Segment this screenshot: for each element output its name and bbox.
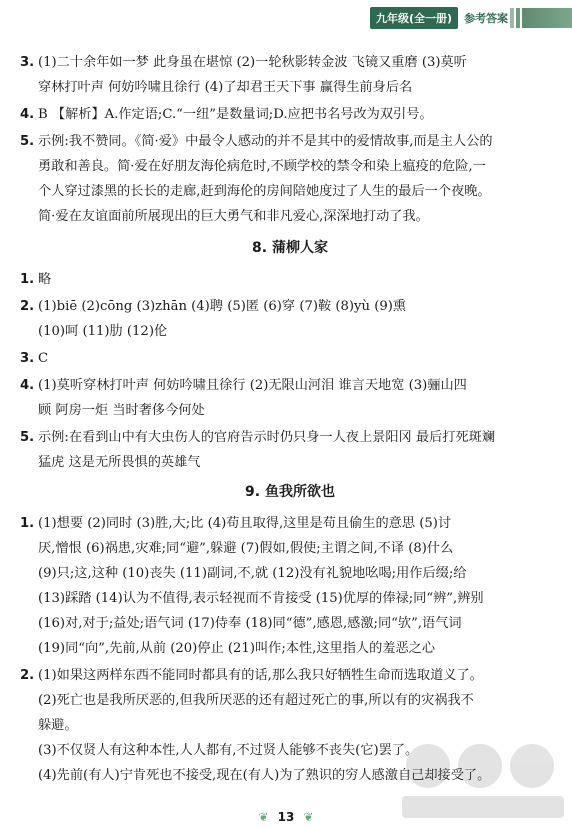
answer-line: C: [38, 351, 49, 366]
answer-number: 4.: [20, 378, 35, 393]
header-title: 参考答案: [464, 12, 509, 25]
answer-line: (4)先前(有人)宁肯死也不接受,现在(有人)为了熟识的穷人感激自己却接受了。: [38, 768, 491, 783]
s8-answer-5: [20, 425, 560, 475]
answer-line: 示例:在看到山中有大虫伤人的官府告示时仍只身一人夜上景阳冈 最后打死斑斓: [38, 430, 496, 445]
answer-line: (9)只;这,这种 (10)丧失 (11)副词,不,就 (12)没有礼貌地吆喝;用作后缀;给: [38, 566, 467, 581]
answer-line: (3)不仅贤人有这种本性,人人都有,不过贤人能够不丧失(它)罢了。: [38, 743, 419, 758]
answer-line: 猛虎 这是无所畏惧的英雄气: [38, 455, 201, 470]
answer-number: 4.: [20, 107, 35, 122]
answer-item-4: [20, 102, 560, 127]
answer-line: 略: [38, 272, 52, 287]
answer-line: (1)莫听穿林打叶声 何妨吟啸且徐行 (2)无限山河泪 谁言天地宽 (3)骊山四: [38, 378, 467, 393]
answer-line: 示例:我不赞同。《简·爱》中最令人感动的并不是其中的爱情故事,而是主人公的: [38, 134, 493, 149]
answer-number: 3.: [20, 351, 35, 366]
answer-line: (10)呵 (11)肋 (12)伦: [38, 324, 168, 339]
page-number: 13: [277, 810, 295, 824]
s8-answer-4: [20, 373, 560, 423]
answer-number: 3.: [20, 55, 35, 70]
answer-number: 2.: [20, 668, 35, 683]
s9-answer-2: [20, 663, 560, 788]
s8-answer-1: [20, 267, 560, 292]
page-header: [370, 6, 508, 30]
answer-number: 5.: [20, 134, 35, 149]
answer-line: 顾 阿房一炬 当时奢侈今何处: [38, 403, 205, 418]
answer-line: (19)同“向”,先前,从前 (20)停止 (21)叫作;本性,这里指人的羞恶之心: [38, 641, 436, 656]
s9-answer-1: [20, 511, 560, 661]
header-decor-bar: [510, 8, 572, 28]
answer-item-5: [20, 129, 560, 229]
s8-answer-3: [20, 346, 560, 371]
answers-content: [20, 50, 560, 790]
answer-line: 穿林打叶声 何妨吟啸且徐行 (4)了却君王天下事 赢得生前身后名: [38, 80, 413, 95]
answer-number: 1.: [20, 516, 35, 531]
answer-number: 2.: [20, 299, 35, 314]
answer-number: 1.: [20, 272, 35, 287]
answer-line: (1)如果这两样东西不能同时都具有的话,那么我只好牺牲生命而选取道义了。: [38, 668, 483, 683]
book-badge: 九年级(全一册): [370, 7, 458, 29]
section-title-9: 9. 鱼我所欲也: [245, 484, 335, 500]
answer-line: 简·爱在友谊面前所展现出的巨大勇气和非凡爱心,深深地打动了我。: [38, 209, 429, 224]
leaf-icon: ❦: [258, 810, 269, 824]
answer-line: B 【解析】A.作定语;C.“一纽”是数量词;D.应把书名号改为双引号。: [38, 107, 433, 122]
answer-line: 个人穿过漆黑的长长的走廊,赶到海伦的房间陪她度过了人生的最后一个夜晚。: [38, 184, 491, 199]
answer-line: 勇敢和善良。简·爱在好朋友海伦病危时,不顾学校的禁令和染上瘟疫的危险,一: [38, 159, 486, 174]
section-title-8: 8. 蒲柳人家: [252, 240, 328, 256]
answer-line: (13)踩踏 (14)认为不值得,表示轻视而不肯接受 (15)优厚的俸禄;同“辨”,辨别: [38, 591, 484, 606]
answer-line: (1)想要 (2)同时 (3)胜,大;比 (4)苟且取得,这里是苟且偷生的意思 (5)讨: [38, 516, 452, 531]
answer-number: 5.: [20, 430, 35, 445]
answer-line: (1)二十余年如一梦 此身虽在堪惊 (2)一轮秋影转金波 飞镜又重磨 (3)莫听: [38, 55, 467, 70]
answer-line: (16)对,对于;益处;语气词 (17)侍奉 (18)同“德”,感恩,感激;同“欤”,语气词: [38, 616, 462, 631]
answer-line: (1)biē (2)cōng (3)zhān (4)聘 (5)匿 (6)穿 (7)鞍 (8)yù (9)熏: [38, 299, 407, 314]
answer-line: 厌,憎恨 (6)祸患,灾难;同“避”,躲避 (7)假如,假使;主谓之间,不译 (8)什么: [38, 541, 454, 556]
answer-line: 躲避。: [38, 718, 78, 733]
s8-answer-2: [20, 294, 560, 344]
answer-line: (2)死亡也是我所厌恶的,但我所厌恶的还有超过死亡的事,所以有的灾祸我不: [38, 693, 474, 708]
answer-item-3: [20, 50, 560, 100]
leaf-icon: ❦: [303, 810, 314, 824]
page-footer: [0, 806, 572, 825]
